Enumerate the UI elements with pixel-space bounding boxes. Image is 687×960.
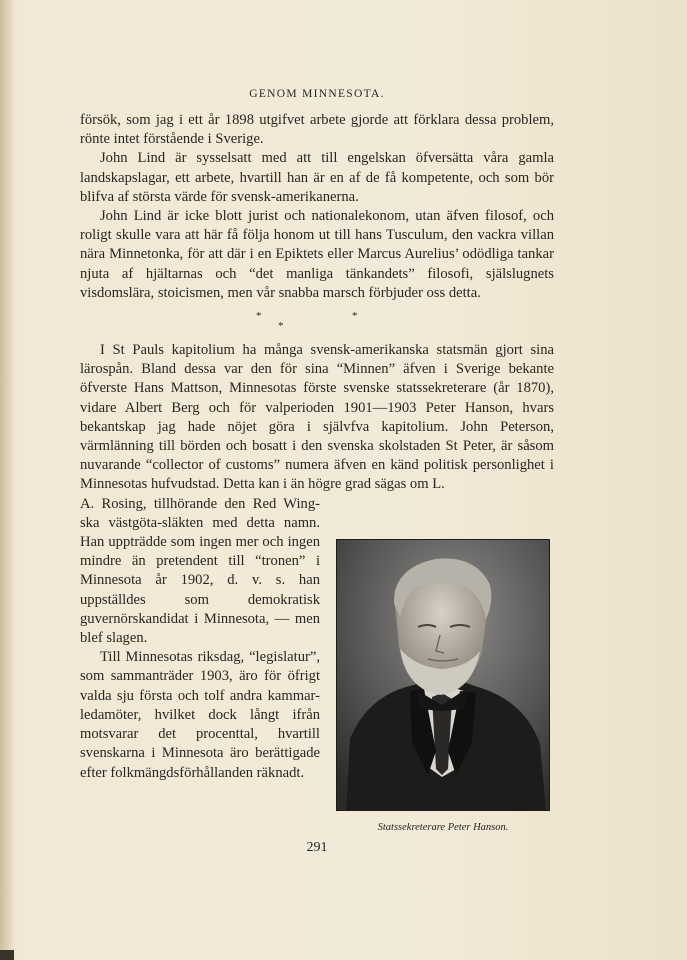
- paragraph-2: John Lind är sysselsatt med att till engelskan öfversätta våra gamla landskapslagar, ett arbete, hvartill han är en af de få kompetente, och som bör blifva af största värde för svensk-amerikanerna.: [80, 150, 554, 205]
- separator-star: *: [256, 310, 262, 323]
- paragraph-3: John Lind är icke blott jurist och nationalekonom, utan äfven filosof, och roligt skulle vara att här få följa honom ut till hans Tusculum, den vackra villan nära Minnetonka, för att där i en Epiktets eller Marcus Aurelius’ odödliga tankar njuta af hjältarnas och “det manliga tänkandets” filosofi, själslugnets visdomslära, stoicismen, men vår snabba marsch förbjuder oss detta.: [80, 208, 554, 301]
- portrait-photograph-icon: [336, 539, 550, 811]
- page-gutter-shadow: [0, 0, 14, 960]
- separator-star: *: [278, 320, 284, 333]
- paragraph-4: I St Pauls kapitolium ha många svensk-amerikanska statsmän gjort sina lärospån. Bland dessa var den för sina “Minnen” äfven i Sverige bekante öfverste Hans Mattson, Minnesotas förste svenske statssekreterare (år 1870), vidare Albert Berg och för valperioden 1901—1903 Peter Hanson, hvars bekantskap jag hade nöjet göra i självfva kapitolium. John Peterson, värmlänning till börden och bosatt i den svenska skolstaden St Peter, är såsom nuvarande “collector of customs” numera äfven en känd politisk personlighet i Minnesotas hufvudstad. Detta kan i än högre grad sägas om L.: [80, 342, 554, 493]
- page-number: 291: [306, 840, 328, 855]
- figure-caption: Statssekreterare Peter Hanson.: [377, 822, 509, 833]
- portrait-photograph: [336, 539, 550, 811]
- paragraph-4-continued: A. Rosing, tillhörande den Red Wing-ska västgöta-släkten med detta namn. Han uppträdde som ingen mer och ingen mindre än pretendent till “tronen” i Minnesota år 1902, d. v. s. han uppställdes som demokratisk guvernörskandidat i Minnesota, — men blef slagen.: [80, 495, 320, 647]
- page-corner: [0, 950, 14, 960]
- section-separator: [80, 303, 554, 341]
- paragraph-1: försök, som jag i ett år 1898 utgifvet arbete gjorde att förklara dessa problem, rönte intet förstående i Sverige.: [80, 112, 554, 148]
- paragraph-5: Till Minnesotas riksdag, “legislatur”, som sammanträder 1903, äro för öfrigt valda sju första och tolf andra kammar-ledamöter, hvilket dock långt ifrån motsvarar det procenttal, hvartill svenskarna i Minnesota äro berättigade efter folkmängdsförhållanden räknadt.: [80, 649, 320, 781]
- separator-star: *: [352, 310, 358, 323]
- running-head: GENOM MINNESOTA.: [249, 88, 385, 100]
